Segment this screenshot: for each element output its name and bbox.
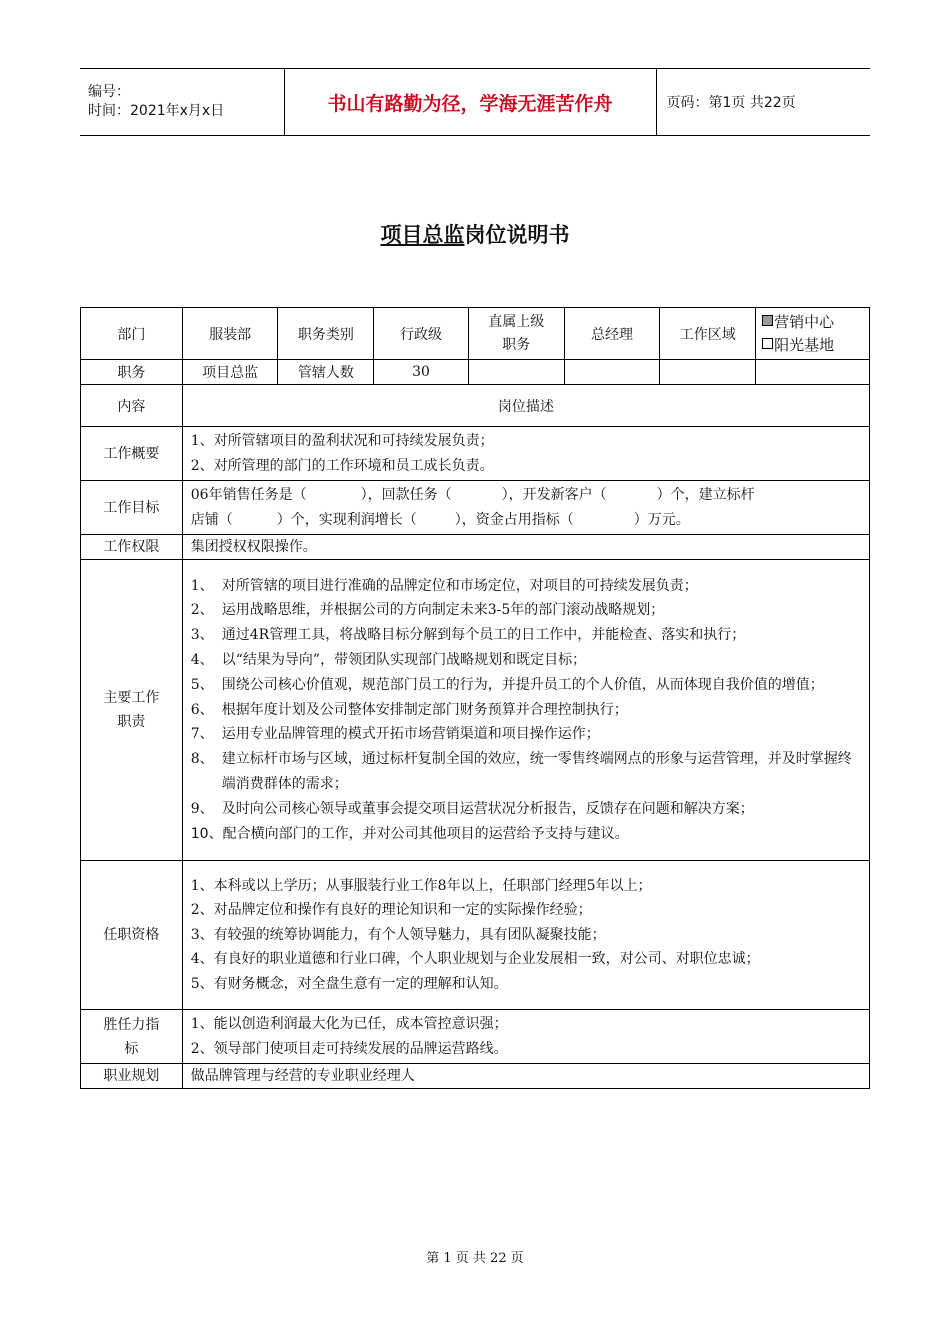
header-motto: 书山有路勤为径，学海无涯苦作舟 [284,69,656,136]
category-value: 行政级 [374,308,469,360]
empty-cell [660,360,756,385]
duty-number: 1、 [190,577,214,594]
qualification-line: 2、对品牌定位和操作有良好的理论知识和一定的实际操作经验； [190,902,592,919]
duty-number: 6、 [190,701,214,718]
qualification-line: 3、有较强的统筹协调能力，有个人领导魅力，具有团队凝聚技能； [190,926,606,943]
row-overview [81,427,870,481]
goals-line-2 [191,508,861,533]
category-label: 职务类别 [278,308,374,360]
career-value: 做品牌管理与经营的专业职业经理人 [182,1064,869,1089]
competency-label [81,1010,183,1064]
row-duties [81,560,870,861]
area-option-marketing[interactable] [762,311,869,334]
row-authority [81,535,870,560]
goals-text [182,481,869,535]
goals-part: ）个，实现利润增长（ [276,511,417,528]
content-value: 岗位描述 [182,385,869,427]
goals-part: ），资金占用指标（ [454,511,574,528]
header-meta-cell [80,69,284,136]
job-description-table [80,307,870,1089]
overview-line: 1、对所管辖项目的盈利状况和可持续发展负责； [190,433,494,449]
duty-text: 配合横向部门的工作，并对公司其他项目的运营给予支持与建议。 [222,825,629,842]
header-page-label: 页码：第1页 共22页 [656,69,870,136]
dept-value: 服装部 [182,308,278,360]
duties-label-line2: 职责 [117,714,146,730]
duties-list [182,560,869,861]
superior-value: 总经理 [564,308,660,360]
area-option-1-label: 营销中心 [774,312,835,331]
duty-number: 10、 [190,825,223,842]
qualifications-label: 任职资格 [81,861,183,1010]
goals-part: ），开发新客户（ [501,487,607,503]
duty-item [191,574,861,599]
duty-text: 根据年度计划及公司整体安排制定部门财务预算并合理控制执行； [221,701,628,718]
superior-label-line2: 职务 [502,336,531,353]
duty-item [191,598,861,623]
superior-label [468,308,564,360]
duties-label [81,560,183,861]
empty-cell [564,360,660,385]
document-header [80,68,870,136]
competency-label-line1: 胜任力指 [103,1016,160,1033]
duty-item [191,673,861,698]
duty-number: 8、 [190,751,214,768]
time-label: 时间：2021年x月x日 [88,103,225,119]
row-career [81,1064,870,1089]
empty-cell [468,360,564,385]
authority-label: 工作权限 [81,535,183,560]
document-title [0,219,950,249]
overview-line: 2、对所管理的部门的工作环境和员工成长负责。 [190,457,494,474]
duty-text: 建立标杆市场与区域，通过标杆复制全国的效应，统一零售终端网点的形象与运营管理，并及时掌握终端消费群体的需求； [221,751,852,792]
row-content-header [81,385,870,427]
content-label: 内容 [81,385,183,427]
goals-part: ）个，建立标杆 [656,487,755,503]
duty-text: 运用战略思维，并根据公司的方向制定未来3-5年的部门滚动战略规划； [221,602,665,619]
duty-number: 9、 [190,800,214,817]
area-option-base[interactable] [762,334,869,357]
duty-item [191,797,861,822]
qualification-line: 4、有良好的职业道德和行业口碑，个人职业规划与企业发展相一致，对公司、对职位忠诚； [190,951,760,968]
duty-text: 对所管辖的项目进行准确的品牌定位和市场定位，对项目的可持续发展负责； [221,577,698,594]
qualification-line: 5、有财务概念，对全盘生意有一定的理解和认知。 [190,975,508,992]
overview-label: 工作概要 [81,427,183,481]
qualification-line: 1、本科或以上学历；从事服装行业工作8年以上，任职部门经理5年以上； [190,877,652,894]
number-label: 编号： [88,84,130,100]
position-label: 职务 [81,360,183,385]
goals-part: 06年销售任务是（ [190,487,307,503]
duty-text: 及时向公司核心领导或董事会提交项目运营状况分析报告，反馈存在问题和解决方案； [221,800,754,817]
area-option-2-label: 阳光基地 [774,335,835,354]
duty-item [191,648,861,673]
duty-item [191,722,861,747]
checkbox-icon [762,315,773,326]
duty-item [191,822,861,847]
duty-item [191,623,861,648]
goals-label: 工作目标 [81,481,183,535]
area-options [756,308,870,360]
competency-text [182,1010,869,1064]
duty-text: 运用专业品牌管理的模式开拓市场营销渠道和项目操作运作； [221,726,600,743]
career-label: 职业规划 [81,1064,183,1089]
duty-item [191,747,861,797]
duties-label-line1: 主要工作 [103,690,160,706]
goals-part: ）万元。 [633,511,690,528]
row-department [81,308,870,360]
duty-text: 通过4R管理工具，将战略目标分解到每个员工的日工作中，并能检查、落实和执行； [221,627,746,644]
row-goals [81,481,870,535]
duty-text: 围绕公司核心价值观，规范部门员工的行为，并提升员工的个人价值，从而体现自我价值的增值； [221,676,824,693]
duty-text: 以“结果为导向”，带领团队实现部门战略规划和既定目标； [221,652,587,668]
competency-line: 2、领导部门使项目走可持续发展的品牌运营路线。 [190,1040,508,1057]
position-value: 项目总监 [182,360,278,385]
title-rest: 岗位说明书 [464,223,570,247]
authority-value: 集团授权权限操作。 [182,535,869,560]
page-footer: 第 1 页 共 22 页 [426,1251,524,1266]
duty-number: 5、 [190,676,214,693]
superior-label-line1: 直属上级 [488,313,545,330]
row-position [81,360,870,385]
row-competency [81,1010,870,1064]
area-label: 工作区域 [660,308,756,360]
empty-cell [756,360,870,385]
goals-part: ），回款任务（ [360,487,452,503]
duty-number: 3、 [190,627,214,644]
title-underlined: 项目总监 [380,223,465,247]
duty-number: 4、 [190,652,214,668]
duty-item [191,698,861,723]
staff-label: 管辖人数 [278,360,374,385]
duty-number: 2、 [190,602,214,619]
goals-part: 店铺（ [190,511,233,528]
overview-text [182,427,869,481]
staff-value: 30 [374,360,469,385]
checkbox-icon [762,338,773,349]
duty-number: 7、 [190,726,214,743]
dept-label: 部门 [81,308,183,360]
row-qualifications [81,861,870,1010]
competency-label-line2: 标 [124,1040,139,1057]
goals-line-1 [191,483,861,508]
competency-line: 1、能以创造利润最大化为已任，成本管控意识强； [190,1016,508,1032]
qualifications-list [182,861,869,1010]
